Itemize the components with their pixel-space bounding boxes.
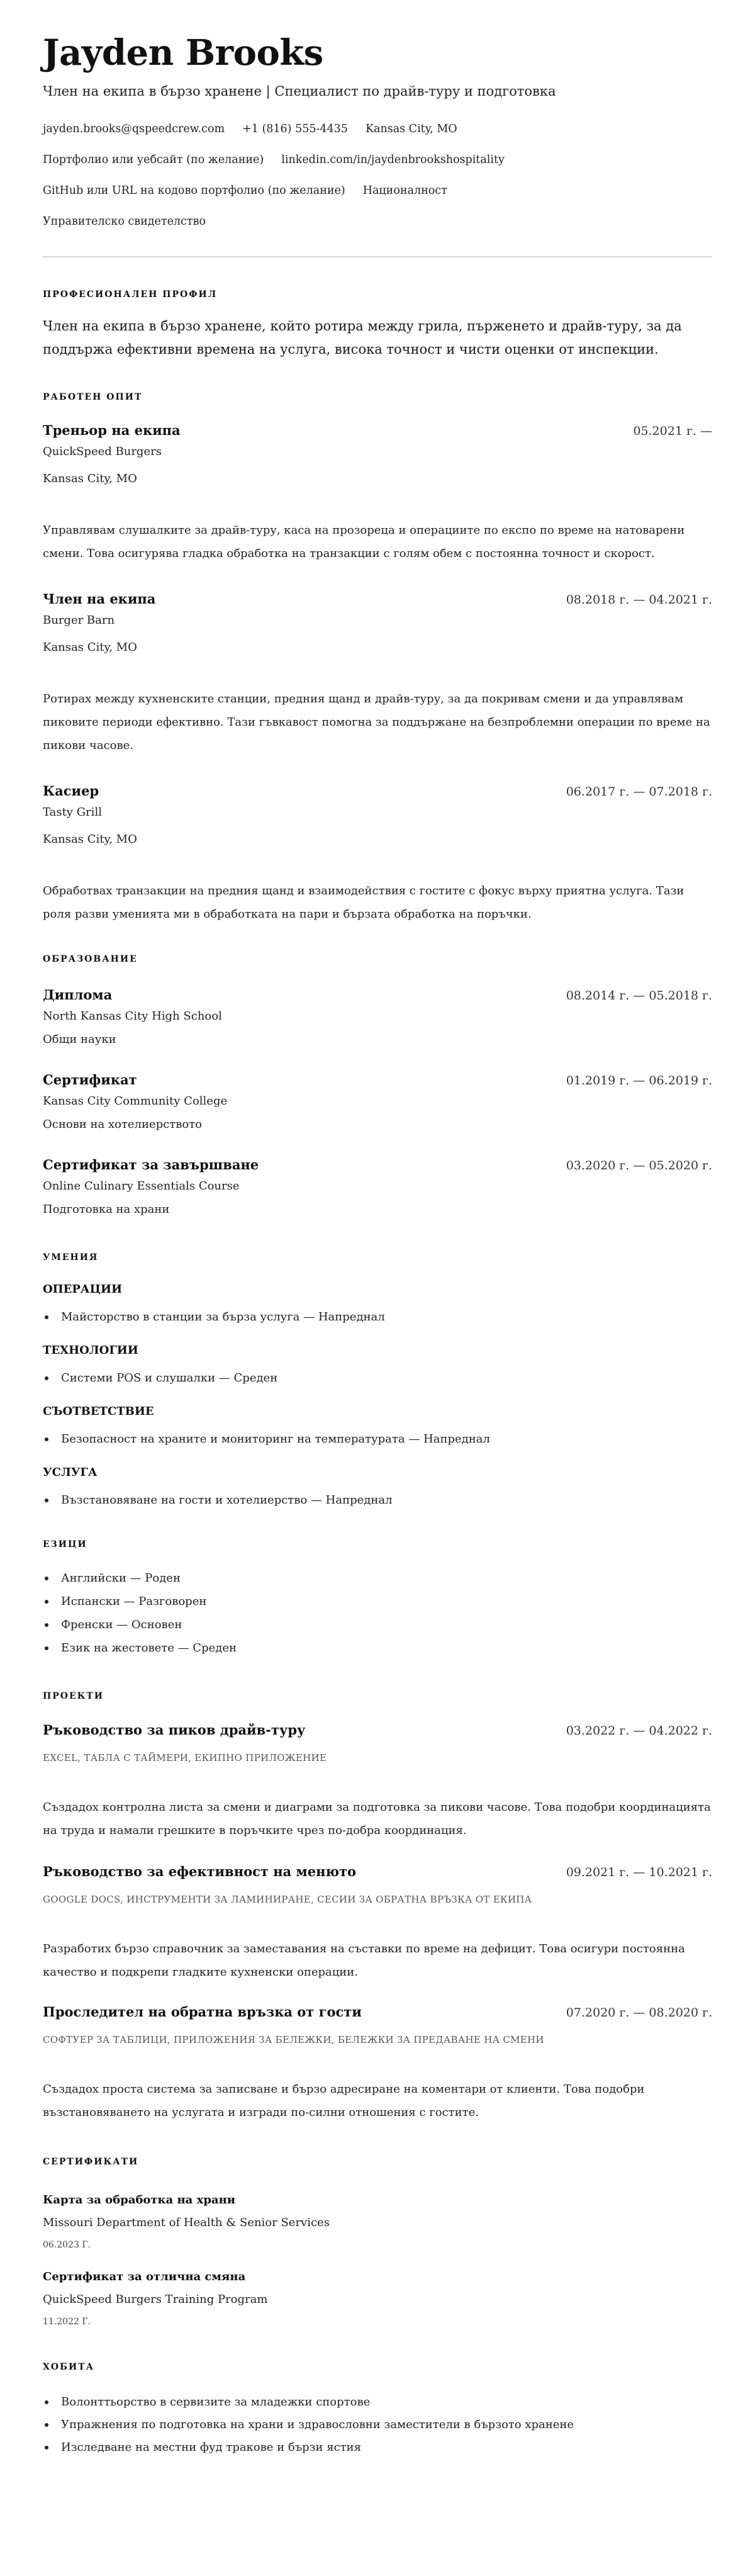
- section-heading-languages: ЕЗИЦИ: [43, 1539, 87, 1550]
- section-heading-experience: РАБОТЕН ОПИТ: [43, 392, 143, 402]
- skill-category: ТЕХНОЛОГИИ: [43, 1344, 138, 1357]
- education-entry: [43, 986, 712, 1049]
- skill-category: СЪОТВЕТСТВИЕ: [43, 1405, 154, 1418]
- drivers-license: Управителско свидетелство: [43, 215, 206, 228]
- school-name: North Kansas City High School: [43, 1010, 222, 1023]
- project-title: Ръководство за ефективност на менюто: [43, 1864, 357, 1879]
- job-title: Касиер: [43, 783, 99, 799]
- job-company: Burger Barn: [43, 614, 115, 627]
- job-description: Обработвах транзакции на предния щанд и взаимодействия с гостите с фокус върху приятна услуга. Тази роля разви уменията ми в обработката на пари и бързата обработка на поръчки.: [43, 884, 685, 921]
- phone: +1 (816) 555-4435: [242, 123, 348, 135]
- section-heading-skills: УМЕНИЯ: [43, 1252, 99, 1263]
- project-title: Ръководство за пиков драйв-туру: [43, 1722, 306, 1738]
- school-name: Kansas City Community College: [43, 1094, 228, 1108]
- job-dates: 05.2021 г. —: [633, 424, 712, 438]
- hobby-item: Волонттьорство в сервизите за младежки спортове: [43, 2391, 712, 2414]
- job-entry: [43, 590, 712, 757]
- contact-row: [43, 206, 712, 237]
- section-heading-hobbies: ХОБИТА: [43, 2362, 95, 2372]
- certificate-date: 06.2023 Г.: [43, 2240, 91, 2250]
- contact-row: [43, 145, 712, 176]
- skill-item: Майсторство в станции за бърза услуга — Напреднал: [43, 1308, 712, 1327]
- education-dates: 08.2014 г. — 05.2018 г.: [566, 989, 712, 1003]
- hobby-item: Упражнения по подготовка на храни и здравословни заместители в бързото хранене: [43, 2414, 712, 2436]
- job-location: Kansas City, MO: [43, 833, 137, 846]
- hobby-item: Изследване на местни фуд тракове и бързи ястия: [43, 2436, 712, 2459]
- contact-row: [43, 176, 712, 206]
- job-company: QuickSpeed Burgers: [43, 445, 162, 458]
- job-title: Треньор на екипа: [43, 422, 181, 438]
- job-description: Ротирах между кухненските станции, предния щанд и драйв-туру, за да покривам смени и да управлявам пиковите периоди ефективно. Тази гъвкавост помогна за поддържане на безпроблемни операции по време на пикови часове.: [43, 692, 710, 752]
- certificate-title: Карта за обработка на храни: [43, 2193, 236, 2207]
- profile-summary: Член на екипа в бързо хранене, който ротира между грила, пърженето и драйв-туру, за да поддържа ефективни времена на услуга, висока точност и чисти оценки от инспекции.: [43, 318, 682, 357]
- project-entry: [43, 1862, 712, 1984]
- degree-title: Диплома: [43, 987, 113, 1003]
- skill-list: [43, 1491, 712, 1510]
- skill-list: [43, 1308, 712, 1327]
- skill-category: УСЛУГА: [43, 1466, 98, 1479]
- section-heading-projects: ПРОЕКТИ: [43, 1691, 104, 1701]
- field-of-study: Подготовка на храни: [43, 1203, 170, 1216]
- field-of-study: Основи на хотелиерството: [43, 1118, 202, 1131]
- project-dates: 03.2022 г. — 04.2022 г.: [566, 1724, 712, 1738]
- field-of-study: Общи науки: [43, 1033, 116, 1046]
- skill-list: [43, 1430, 712, 1449]
- skill-category: ОПЕРАЦИИ: [43, 1283, 122, 1296]
- project-dates: 09.2021 г. — 10.2021 г.: [566, 1865, 712, 1879]
- language-list: [43, 1566, 712, 1660]
- section-heading-education: ОБРАЗОВАНИЕ: [43, 954, 138, 964]
- certificate-entry: [43, 2191, 712, 2253]
- job-entry: [43, 782, 712, 926]
- job-location: Kansas City, MO: [43, 641, 137, 654]
- school-name: Online Culinary Essentials Course: [43, 1179, 240, 1193]
- education-entry: [43, 1071, 712, 1134]
- linkedin-link[interactable]: linkedin.com/in/jaydenbrookshospitality: [281, 154, 505, 166]
- job-description: Управлявам слушалките за драйв-туру, каса на прозореца и операциите по експо по време на натоварени смени. Това осигурява гладка обработка на транзакции с голям обем с постоянна точност и скорост.: [43, 524, 685, 560]
- project-title: Проследител на обратна връзка от гости: [43, 2004, 362, 2020]
- job-dates: 08.2018 г. — 04.2021 г.: [566, 593, 712, 607]
- project-dates: 07.2020 г. — 08.2020 г.: [566, 2006, 712, 2020]
- certificate-issuer: QuickSpeed Burgers Training Program: [43, 2293, 268, 2306]
- skill-item: Безопасност на храните и мониторинг на температурата — Напреднал: [43, 1430, 712, 1449]
- language-item: Френски — Основен: [43, 1613, 712, 1636]
- nationality: Националност: [362, 184, 447, 197]
- candidate-name: Jayden Brooks: [43, 32, 323, 74]
- skill-item: Системи POS и слушалки — Среден: [43, 1369, 712, 1388]
- project-description: Създадох контролна листа за смени и диаграми за подготовка за пикови часове. Това подобри координацията на труда и намали грешките в поръчките чрез по-добра координация.: [43, 1801, 711, 1837]
- language-item: Английски — Роден: [43, 1566, 712, 1590]
- project-entry: [43, 2003, 712, 2124]
- section-heading-profile: ПРОФЕСИОНАЛЕН ПРОФИЛ: [43, 290, 218, 300]
- job-location: Kansas City, MO: [43, 472, 137, 485]
- job-entry: [43, 421, 712, 565]
- job-dates: 06.2017 г. — 07.2018 г.: [566, 785, 712, 799]
- project-description: Създадох проста система за записване и бързо адресиране на коментари от клиенти. Това подобри възстановяването на услугата и изгради по-силни отношения с гостите.: [43, 2083, 645, 2119]
- certificate-title: Сертификат за отлична смяна: [43, 2270, 246, 2283]
- education-dates: 01.2019 г. — 06.2019 г.: [566, 1074, 712, 1088]
- contact-info: [43, 114, 712, 237]
- resume-page: [0, 33, 755, 2459]
- degree-title: Сертификат: [43, 1072, 137, 1088]
- education-entry: [43, 1156, 712, 1219]
- certificate-issuer: Missouri Department of Health & Senior Services: [43, 2216, 330, 2229]
- education-dates: 03.2020 г. — 05.2020 г.: [566, 1159, 712, 1173]
- portfolio-link[interactable]: Портфолио или уебсайт (по желание): [43, 154, 264, 166]
- candidate-headline: Член на екипа в бързо хранене | Специалист по драйв-туру и подготовка: [43, 84, 556, 99]
- project-tech: EXCEL, ТАБЛА С ТАЙМЕРИ, ЕКИПНО ПРИЛОЖЕНИЕ: [43, 1752, 327, 1763]
- project-entry: [43, 1721, 712, 1842]
- skill-item: Възстановяване на гости и хотелиерство — Напреднал: [43, 1491, 712, 1510]
- language-item: Испански — Разговорен: [43, 1590, 712, 1613]
- project-tech: СОФТУЕР ЗА ТАБЛИЦИ, ПРИЛОЖЕНИЯ ЗА БЕЛЕЖКИ, БЕЛЕЖКИ ЗА ПРЕДАВАНЕ НА СМЕНИ: [43, 2034, 544, 2045]
- job-company: Tasty Grill: [43, 806, 102, 819]
- contact-row: [43, 114, 712, 145]
- degree-title: Сертификат за завършване: [43, 1157, 259, 1173]
- job-title: Член на екипа: [43, 591, 156, 607]
- project-tech: GOOGLE DOCS, ИНСТРУМЕНТИ ЗА ЛАМИНИРАНЕ, СЕСИИ ЗА ОБРАТНА ВРЪЗКА ОТ ЕКИПА: [43, 1894, 532, 1905]
- email[interactable]: jayden.brooks@qspeedcrew.com: [43, 123, 225, 135]
- language-item: Език на жестовете — Среден: [43, 1636, 712, 1660]
- hobby-list: [43, 2391, 712, 2459]
- location: Kansas City, MO: [365, 123, 457, 135]
- certificate-date: 11.2022 Г.: [43, 2317, 91, 2327]
- project-description: Разработих бързо справочник за заместавания на съставки по време на дефицит. Това осигури постоянна качество и подкрепи гладките кухненски операции.: [43, 1942, 685, 1979]
- section-heading-certificates: СЕРТИФИКАТИ: [43, 2157, 139, 2167]
- github-link[interactable]: GitHub или URL на кодово портфолио (по желание): [43, 184, 345, 197]
- skill-list: [43, 1369, 712, 1388]
- header-divider: [43, 256, 712, 257]
- certificate-entry: [43, 2268, 712, 2329]
